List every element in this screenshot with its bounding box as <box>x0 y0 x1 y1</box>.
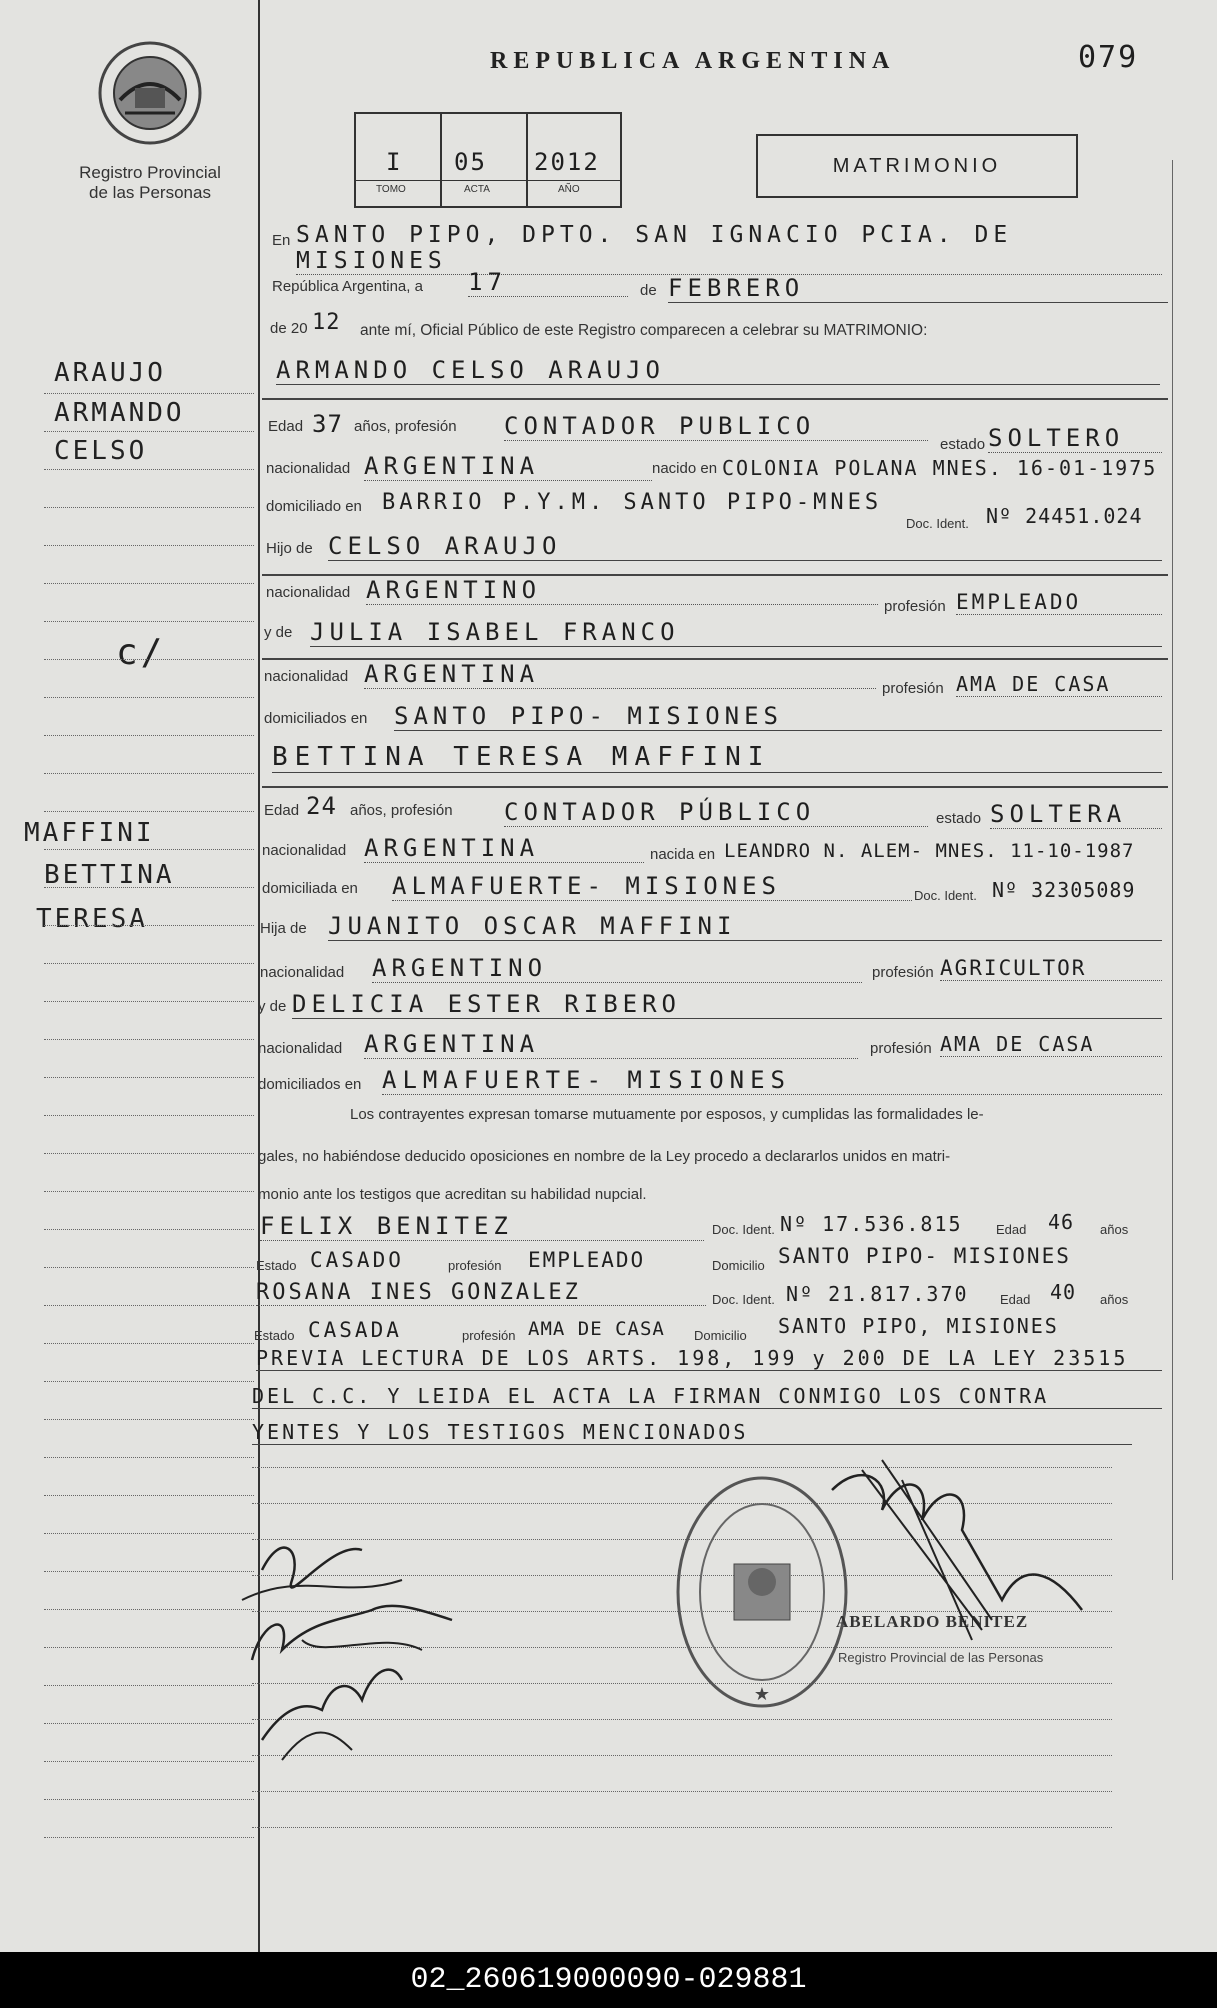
anio-value: 2012 <box>534 148 600 176</box>
witness1-dom-label: Domicilio <box>712 1258 765 1273</box>
margin-groom-surname: ARAUJO <box>54 358 166 388</box>
country-title: REPUBLICA ARGENTINA <box>490 48 896 74</box>
bride-father-prof: AGRICULTOR <box>940 956 1162 981</box>
republic-label: República Argentina, a <box>272 278 423 295</box>
tomo-label: TOMO <box>376 184 406 195</box>
margin-rule-line <box>44 1456 254 1458</box>
witness2-doc-label: Doc. Ident. <box>712 1292 775 1307</box>
groom-nationality: ARGENTINA <box>364 452 652 481</box>
witness2-anios-label: años <box>1100 1292 1129 1307</box>
bride-nationality: ARGENTINA <box>364 834 644 863</box>
bride-profession: CONTADOR PÚBLICO <box>504 798 928 827</box>
groom-mother-nat: ARGENTINA <box>364 660 876 689</box>
margin-rule-line <box>44 506 254 508</box>
witness2-edad-label: Edad <box>1000 1292 1031 1307</box>
tomo-value: I <box>386 148 406 176</box>
bride-parents-dom: ALMAFUERTE- MISIONES <box>382 1066 1162 1095</box>
margin-rule-line <box>44 582 254 584</box>
groom-age: 37 <box>312 410 343 438</box>
groom-parents-dom-label: domiciliados en <box>264 710 368 727</box>
official-signature <box>822 1450 1102 1650</box>
groom-birthplace: COLONIA POLANA MNES. 16-01-1975 <box>722 456 1158 480</box>
bride-yde-label: y de <box>258 998 287 1015</box>
bride-mother-nat-label: nacionalidad <box>258 1040 343 1057</box>
bride-father-nat: ARGENTINO <box>372 954 862 983</box>
page-number: 079 <box>1078 40 1139 75</box>
bride-father-prof-label: profesión <box>872 964 934 981</box>
groom-father-prof-label: profesión <box>884 598 946 615</box>
margin-rule-line <box>44 620 254 622</box>
document-code-footer: 02_260619000090-029881 <box>0 1952 1217 2008</box>
acta-value: 05 <box>454 148 487 176</box>
bride-hija-label: Hija de <box>260 920 307 937</box>
record-index-box <box>354 112 622 208</box>
year-suffix: 12 <box>312 310 341 335</box>
margin-rule-line <box>44 1798 254 1800</box>
en-label: En <box>272 232 291 249</box>
witness2-profession: AMA DE CASA <box>528 1318 665 1340</box>
witness2-name: ROSANA INES GONZALEZ <box>256 1280 706 1306</box>
bride-father-nat-label: nacionalidad <box>260 964 345 981</box>
witness1-prof-label: profesión <box>448 1258 502 1273</box>
bride-father: JUANITO OSCAR MAFFINI <box>328 912 1162 941</box>
groom-father-prof: EMPLEADO <box>956 590 1162 615</box>
witness1-estado: CASADO <box>310 1248 404 1272</box>
month-value: FEBRERO <box>668 274 1168 303</box>
margin-groom-name1: ARMANDO <box>54 398 185 428</box>
witness1-name: FELIX BENITEZ <box>260 1212 704 1241</box>
body-rule-line <box>252 1790 1112 1792</box>
witness2-prof-label: profesión <box>462 1328 516 1343</box>
acta-label: ACTA <box>464 184 490 195</box>
bride-parents-dom-label: domiciliados en <box>258 1076 362 1093</box>
margin-rule-line <box>44 430 254 432</box>
declaration-line1: Los contrayentes expresan tomarse mutuamente por esposos, y cumplidas las formalidades le- <box>350 1106 984 1123</box>
official-name: ABELARDO BENITEZ <box>836 1612 1029 1631</box>
witness1-anios-label: años <box>1100 1222 1129 1237</box>
witness1-doc: Nº 17.536.815 <box>780 1212 963 1236</box>
intro-text: ante mí, Oficial Público de este Registro comparecen a celebrar su MATRIMONIO: <box>360 322 928 339</box>
witness2-age: 40 <box>1050 1280 1077 1304</box>
groom-parents-dom: SANTO PIPO- MISIONES <box>394 702 1162 731</box>
bride-mother-prof: AMA DE CASA <box>940 1032 1162 1057</box>
margin-rule-line <box>44 1418 254 1420</box>
groom-mother-nat-label: nacionalidad <box>264 668 349 685</box>
anio-label: AÑO <box>558 184 580 195</box>
margin-rule-line <box>44 468 254 470</box>
groom-anios-label: años, profesión <box>354 418 457 435</box>
bride-dom-label: domiciliada en <box>262 880 358 897</box>
groom-mother: JULIA ISABEL FRANCO <box>310 618 1162 647</box>
margin-rule-line <box>44 1228 254 1230</box>
witness1-edad-label: Edad <box>996 1222 1027 1237</box>
witness1-age: 46 <box>1048 1210 1075 1234</box>
witness1-profession: EMPLEADO <box>528 1248 646 1272</box>
margin-rule-line <box>44 1304 254 1306</box>
de-label: de <box>640 282 657 299</box>
margin-rule-line <box>44 924 254 926</box>
groom-yde-label: y de <box>264 624 293 641</box>
contracting-signatures <box>222 1510 522 1780</box>
margin-rule-line <box>44 1152 254 1154</box>
witness1-estado-label: Estado <box>256 1258 297 1273</box>
bride-anios-label: años, profesión <box>350 802 453 819</box>
province-seal-icon <box>95 38 205 148</box>
bride-full-name: BETTINA TERESA MAFFINI <box>272 742 1162 773</box>
margin-rule-line <box>44 962 254 964</box>
groom-estado: SOLTERO <box>988 424 1162 453</box>
groom-doc-label: Doc. Ident. <box>906 516 969 531</box>
official-role: Registro Provincial de las Personas <box>838 1650 1044 1665</box>
margin-connector: c/ <box>116 632 166 673</box>
bride-edad-label: Edad <box>264 802 300 819</box>
groom-full-name: ARMANDO CELSO ARAUJO <box>276 356 1160 385</box>
act-type-box: MATRIMONIO <box>756 134 1078 198</box>
bride-age: 24 <box>306 792 337 820</box>
margin-rule-line <box>44 772 254 774</box>
bride-estado: SOLTERA <box>990 800 1162 829</box>
groom-hijo-label: Hijo de <box>266 540 313 557</box>
witness2-dom-label: Domicilio <box>694 1328 747 1343</box>
groom-address: BARRIO P.Y.M. SANTO PIPO-MNES <box>382 490 883 515</box>
notes-line3: YENTES Y LOS TESTIGOS MENCIONADOS <box>252 1420 1132 1445</box>
groom-edad-label: Edad <box>268 418 304 435</box>
groom-doc: Nº 24451.024 <box>986 504 1143 528</box>
margin-bride-surname: MAFFINI <box>24 818 155 848</box>
witness2-estado: CASADA <box>308 1318 402 1342</box>
groom-nat-label: nacionalidad <box>266 460 351 477</box>
year-prefix: de 20 <box>270 320 308 337</box>
margin-groom-name2: CELSO <box>54 436 148 466</box>
bride-doc-label: Doc. Ident. <box>914 888 977 903</box>
witness1-doc-label: Doc. Ident. <box>712 1222 775 1237</box>
groom-father: CELSO ARAUJO <box>328 532 1162 561</box>
notes-line1: PREVIA LECTURA DE LOS ARTS. 198, 199 y 200 DE LA LEY 23515 <box>256 1346 1162 1371</box>
witness1-address: SANTO PIPO- MISIONES <box>778 1244 1071 1268</box>
margin-rule-line <box>44 1038 254 1040</box>
margin-rule-line <box>44 1342 254 1344</box>
margin-rule-line <box>44 392 254 394</box>
place-value: SANTO PIPO, DPTO. SAN IGNACIO PCIA. DE MISIONES <box>296 222 1162 275</box>
groom-mother-prof: AMA DE CASA <box>956 672 1162 697</box>
margin-rule-line <box>44 886 254 888</box>
margin-rule-line <box>44 1076 254 1078</box>
margin-rule-line <box>44 1114 254 1116</box>
witness2-address: SANTO PIPO, MISIONES <box>778 1314 1059 1338</box>
groom-father-nat-label: nacionalidad <box>266 584 351 601</box>
groom-estado-label: estado <box>940 436 986 453</box>
margin-rule-line <box>44 1190 254 1192</box>
margin-rule-line <box>44 1000 254 1002</box>
margin-rule-line <box>44 1494 254 1496</box>
margin-rule-line <box>44 734 254 736</box>
groom-dom-label: domiciliado en <box>266 498 362 515</box>
bride-mother-prof-label: profesión <box>870 1040 932 1057</box>
right-rule <box>1172 160 1173 1580</box>
bride-birthplace: LEANDRO N. ALEM- MNES. 11-10-1987 <box>724 840 1135 862</box>
witness2-doc: Nº 21.817.370 <box>786 1282 969 1306</box>
margin-rule-line <box>44 1836 254 1838</box>
margin-rule-line <box>44 810 254 812</box>
groom-mother-prof-label: profesión <box>882 680 944 697</box>
declaration-line3: monio ante los testigos que acreditan su habilidad nupcial. <box>258 1186 647 1203</box>
bride-estado-label: estado <box>936 810 982 827</box>
margin-rule-line <box>44 696 254 698</box>
margin-rule-line <box>44 544 254 546</box>
margin-rule-line <box>44 1380 254 1382</box>
body-rule-line <box>252 1826 1112 1828</box>
bride-address: ALMAFUERTE- MISIONES <box>392 872 912 901</box>
margin-rule-line <box>44 1266 254 1268</box>
margin-bride-name2: TERESA <box>36 904 148 934</box>
registry-name: Registro Provincial de las Personas <box>79 163 221 202</box>
groom-nacido-label: nacido en <box>652 460 718 477</box>
witness2-estado-label: Estado <box>254 1328 295 1343</box>
margin-rule-line <box>44 658 254 660</box>
bride-mother: DELICIA ESTER RIBERO <box>292 990 1162 1019</box>
margin-rule-line <box>44 848 254 850</box>
bride-nacida-label: nacida en <box>650 846 716 863</box>
groom-father-nat: ARGENTINO <box>366 576 878 605</box>
groom-profession: CONTADOR PUBLICO <box>504 412 928 441</box>
bride-nat-label: nacionalidad <box>262 842 347 859</box>
svg-text:★: ★ <box>753 1684 771 1705</box>
bride-doc: Nº 32305089 <box>992 878 1136 902</box>
day-value: 17 <box>468 268 628 297</box>
margin-bride-name1: BETTINA <box>44 860 175 890</box>
declaration-line2: gales, no habiéndose deducido oposiciones en nombre de la Ley procedo a declararlos unidos en matri- <box>258 1148 951 1165</box>
notes-line2: DEL C.C. Y LEIDA EL ACTA LA FIRMAN CONMIGO LOS CONTRA <box>252 1384 1162 1409</box>
bride-mother-nat: ARGENTINA <box>364 1030 858 1059</box>
